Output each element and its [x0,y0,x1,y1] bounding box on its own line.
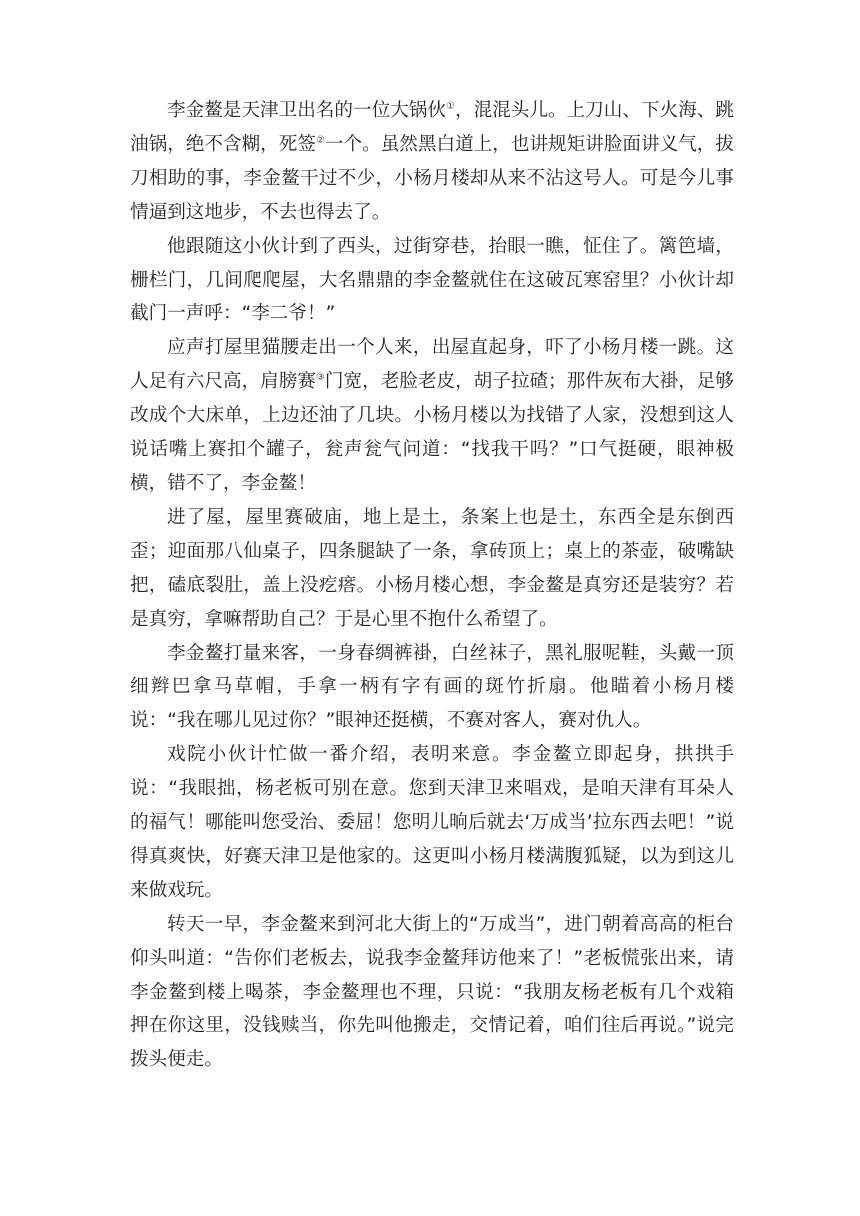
paragraph-text: 进了屋，屋里赛破庙，地上是土，条案上也是土，东西全是东倒西歪；迎面那八仙桌子，四条腿缺了一条，拿砖顶上；桌上的茶壶，破嘴缺把，磕底裂肚，盖上没疙瘩。小杨月楼心想，李金鳌是真穷还是装穷？若是真穷，拿嘛帮助自己？于是心里不抱什么希望了。 [130,506,734,630]
paragraph [130,637,734,739]
footnote-marker: ② [315,134,325,146]
paragraph-text: 李金鳌是天津卫出名的一位大锅伙 [167,100,447,121]
paragraph-text: 一个。虽然黑白道上，也讲规矩讲脸面讲义气，拔刀相助的事，李金鳌干过不少，小杨月楼却从来不沾这号人。可是今儿事情逼到这地步，不去也得去了。 [130,133,734,223]
paragraph [130,94,734,230]
paragraph-text: 李金鳌打量来客，一身春绸裤褂，白丝袜子，黑礼服呢鞋，头戴一顶细辫巴拿马草帽，手拿一柄有字有画的斑竹折扇。他瞄着小杨月楼说：“我在哪儿见过你？”眼神还挺横，不赛对客人，赛对仇人。 [130,642,734,732]
paragraph-text: 应声打屋里猫腰走出一个人来，出屋直起身，吓了小杨月楼一跳。这人足有六尺高，肩膀赛 [130,337,734,393]
paragraph [130,331,734,501]
footnote-marker: ① [446,101,455,112]
paragraph-text: ，混混头儿。上刀山、下火海、跳油锅，绝不含糊，死签 [130,100,734,155]
paragraph-text: 门宽，老脸老皮，胡子拉碴；那件灰布大褂，足够改成个大床单，上边还油了几块。小杨月楼以为找错了人家，没想到这人说话嘴上赛扣个罐子，瓮声瓮气问道：“找我干吗？”口气挺硬，眼神极横，错不了，李金鳌！ [130,371,734,494]
paragraph-text: 转天一早，李金鳌来到河北大街上的“万成当”，进门朝着高高的柜台仰头叫道：“告你们老板去，说我李金鳌拜访他来了！”老板慌张出来，请李金鳌到楼上喝茶，李金鳌理也不理，只说：“我朋友杨老板有几个戏箱押在你这里，没钱赎当，你先叫他搬走，交情记着，咱们往后再说。”说完拨头便走。 [130,913,734,1071]
footnote-marker: ③ [315,372,325,384]
paragraph-text: 他跟随这小伙计到了西头，过街穿巷，抬眼一瞧，怔住了。篱笆墙，栅栏门，几间爬爬屋，大名鼎鼎的李金鳌就住在这破瓦寒窑里？小伙计却截门一声呼：“李二爷！” [130,235,734,325]
paragraph-text: 戏院小伙计忙做一番介绍，表明来意。李金鳌立即起身，拱拱手说：“我眼拙，杨老板可别在意。您到天津卫来唱戏，是咱天津有耳朵人的福气！哪能叫您受治、委屈！您明儿晌后就去‘万成当’拉东西去吧！”说得真爽快，好赛天津卫是他家的。这更叫小杨月楼满腹狐疑，以为到这儿来做戏玩。 [130,744,734,901]
paragraph [130,230,734,332]
document-page [130,94,734,1077]
paragraph [130,908,734,1078]
paragraph [130,738,734,908]
paragraph [130,501,734,637]
